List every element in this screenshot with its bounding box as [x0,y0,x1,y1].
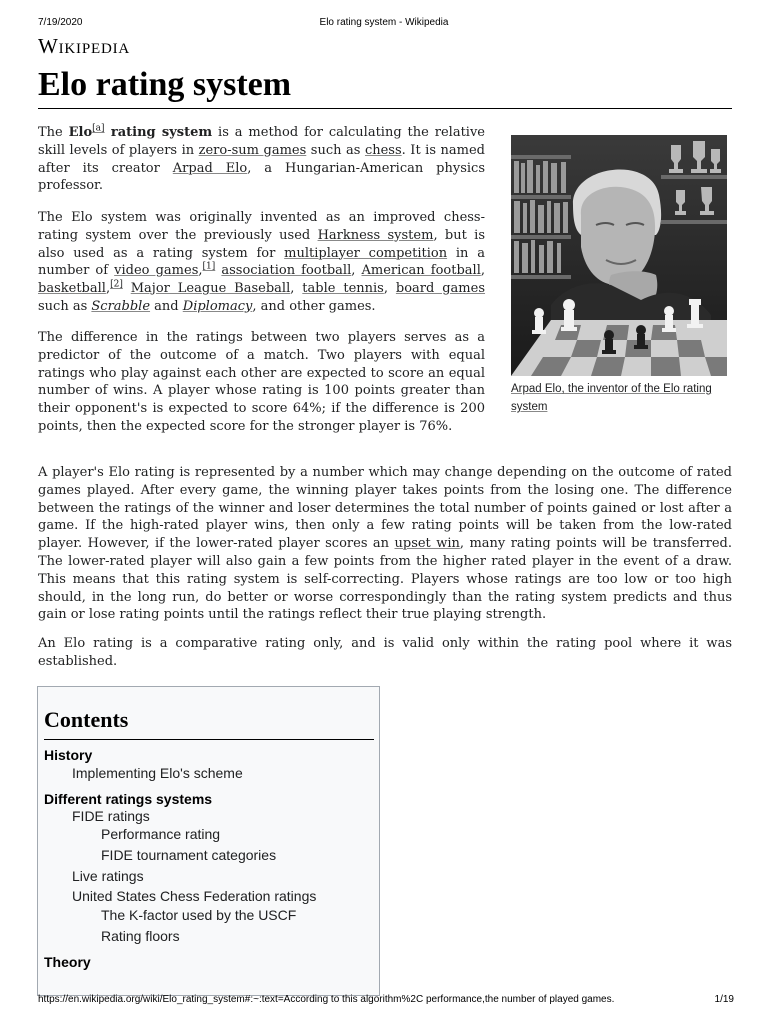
link-association-football[interactable]: association football [221,263,352,279]
link-scrabble[interactable]: Scrabble [91,298,151,314]
link-zero-sum-games[interactable]: zero-sum games [198,142,307,158]
toc-item-live-ratings[interactable]: Live ratings [72,868,144,884]
link-diplomacy[interactable]: Diplomacy [182,298,253,314]
caption-link-arpad-elo[interactable]: Arpad Elo, the inventor of the Elo rating system [511,383,712,413]
toc-item-history[interactable]: History [44,747,93,763]
link-multiplayer-competition[interactable]: multiplayer competition [284,245,448,261]
ref-2-link[interactable]: [2] [110,279,123,290]
ref-1-link[interactable]: [1] [202,262,216,273]
figure-caption [511,380,727,416]
link-table-tennis[interactable]: table tennis [302,281,384,297]
intro-paragraph: The Elo[a] rating system is a method for calculating the relative skill levels of players in zero-sum games such as chess. It is named after its creator Arpad Elo, a Hungarian-American physics professor. [38,123,485,194]
link-arpad-elo[interactable]: Arpad Elo [172,160,248,176]
usage-paragraph: The Elo system was originally invented as an improved chess-rating system over the previously used Harkness system, but is also used as a rating system for multiplayer competition in a number of video games,[1] association football, American football, basketball,[2] Major League Baseball, table tennis, board games such as Scrabble and Diplomacy, and other games. [38,210,486,314]
toc-item-k-factor-uscf[interactable]: The K-factor used by the USCF [101,907,297,923]
toc-item-different-ratings-systems[interactable]: Different ratings systems [44,791,213,807]
link-basketball[interactable]: basketball [38,281,106,297]
table-of-contents [37,686,380,996]
toc-item-fide-tournament-categories[interactable]: FIDE tournament categories [101,847,277,863]
page-title: Elo rating system [38,66,292,103]
rating-change-paragraph: A player's Elo rating is represented by a number which may change depending on the outcome of rated games played. After every game, the winning player takes points from the losing one. The difference between the ratings of the winner and loser determines the total number of points gained or lost after a game. If the high-rated player wins, then only a few rating points will be taken from the low-rated player. However, if the lower-rated player scores an upset win, many rating points will be transferred. The lower-rated player will also gain a few points from the higher rated player in the event of a draw. This means that this rating system is self-correcting. Players whose ratings are too low or too high should, in the long run, do better or worse correspondingly than the rating system predicts and thus gain or lose rating points until the ratings reflect their true playing strength. [38,465,733,623]
print-date: 7/19/2020 [38,17,83,28]
wikipedia-wordmark[interactable]: Wikipedia [38,34,131,58]
link-american-football[interactable]: American football [361,263,481,279]
print-page-number: 1/19 [714,994,734,1005]
elo-portrait-figure [511,135,732,416]
link-upset-win[interactable]: upset win [394,536,460,552]
bold-rating-system: rating system [104,125,213,140]
toc-divider [44,739,374,740]
toc-item-fide-ratings[interactable]: FIDE ratings [72,808,150,824]
toc-item-theory[interactable]: Theory [44,954,91,970]
toc-item-uscf-ratings[interactable]: United States Chess Federation ratings [72,888,317,904]
link-board-games[interactable]: board games [395,281,486,297]
link-chess[interactable]: chess [364,142,402,158]
title-divider [38,108,732,109]
toc-item-implementing-elos-scheme[interactable]: Implementing Elo's scheme [72,765,243,781]
comparative-rating-paragraph: An Elo rating is a comparative rating only, and is valid only within the rating pool where it was established. [38,636,732,669]
link-harkness-system[interactable]: Harkness system [317,227,434,243]
toc-title: Contents [44,707,129,732]
link-video-games[interactable]: video games [114,263,199,279]
toc-item-performance-rating[interactable]: Performance rating [101,826,221,842]
link-major-league-baseball[interactable]: Major League Baseball [130,281,291,297]
arpad-elo-photo[interactable] [511,135,727,376]
print-page-title: Elo rating system - Wikipedia [319,17,449,28]
toc-item-rating-floors[interactable]: Rating floors [101,928,180,944]
rating-difference-paragraph: The difference in the ratings between two players serves as a predictor of the outcome of a match. Two players with equal ratings who play against each other are expected to score an equal number of wins. A player whose rating is 100 points greater than their opponent's is expected to score 64%; if the difference is 200 points, then the expected score for the stronger player is 76%. [38,330,485,434]
print-footer-url: https://en.wikipedia.org/wiki/Elo_rating_system#:~:text=According to this algorithm%2C performance,the number of played games. [38,994,615,1005]
note-a-link[interactable]: [a] [92,123,105,134]
bold-elo: Elo [68,125,93,140]
